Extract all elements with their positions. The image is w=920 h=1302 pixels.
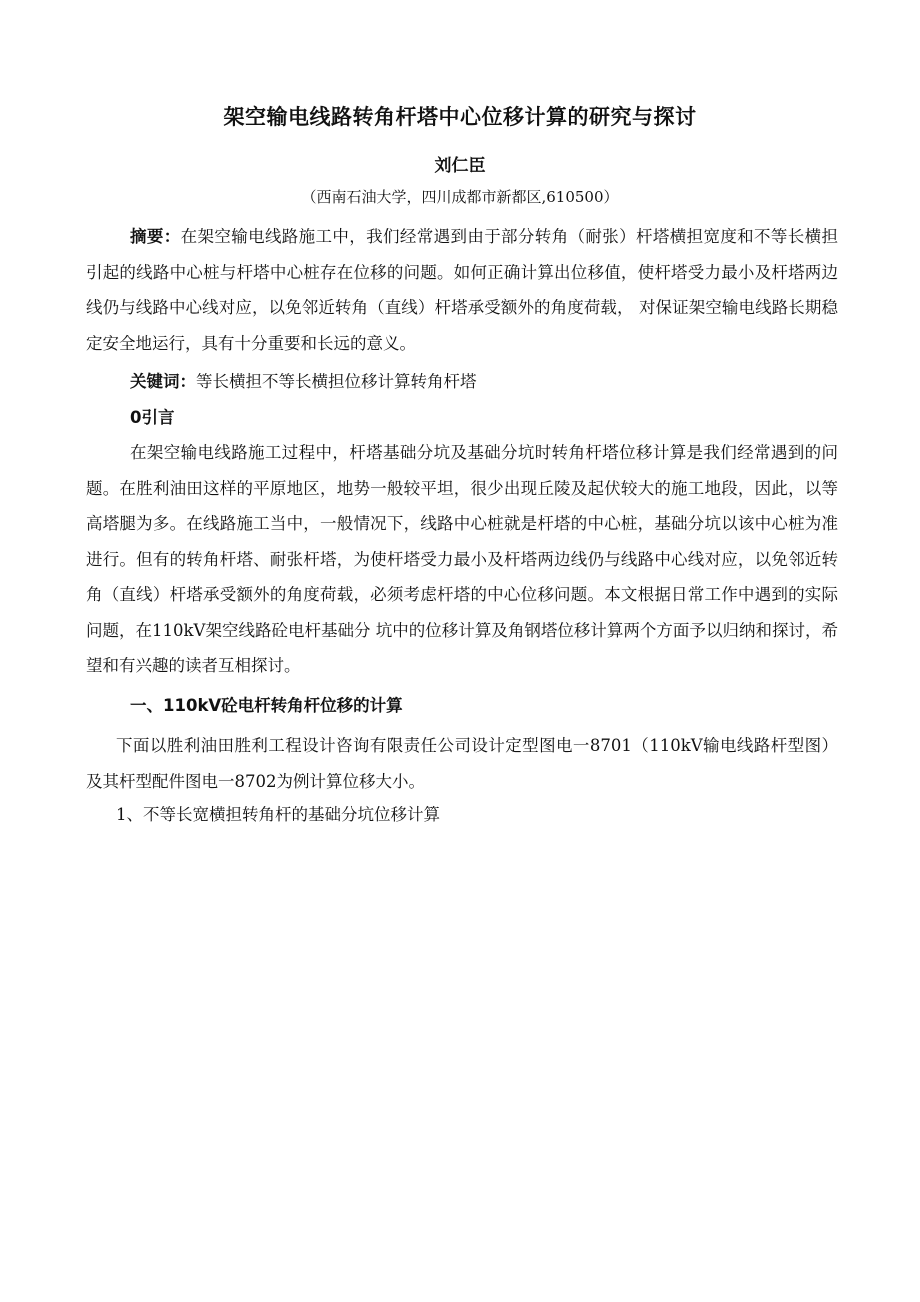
intro-heading: 0引言 bbox=[130, 408, 175, 427]
intro-paragraph: 在架空输电线路施工过程中，杆塔基础分坑及基础分坑时转角杆塔位移计算是我们经常遇到的问题。在胜利油田这样的平原地区，地势一般较平坦，很少出现丘陵及起伏较大的施工地段，因此，以等高塔腿为多。在线路施工当中，一般情况下，线路中心桩就是杆塔的中心桩，基础分坑以该中心桩为准进行。但有的转角杆塔、耐张杆塔，为使杆塔受力最小及杆塔两边线仍与线路中心线对应，以免邻近转角（直线）杆塔承受额外的角度荷载，必须考虑杆塔的中心位移问题。本文根据日常工作中遇到的实际问题，在110kV架空线路砼电杆基础分 坑中的位移计算及角钢塔位移计算两个方面予以归纳和探讨，希望和有兴趣的读者互相探讨。 bbox=[86, 443, 838, 675]
abstract-paragraph bbox=[86, 219, 838, 361]
abstract-text: 在架空输电线路施工中，我们经常遇到由于部分转角（耐张）杆塔横担宽度和不等长横担引起的线路中心桩与杆塔中心桩存在位移的问题。如何正确计算出位移值，使杆塔受力最小及杆塔两边线仍与线路中心线对应，以免邻近转角（直线）杆塔承受额外的角度荷载， 对保证架空输电线路长期稳定安全地运行，具有十分重要和长远的意义。 bbox=[86, 227, 839, 353]
section-1-paragraph: 下面以胜利油田胜利工程设计咨询有限责任公司设计定型图电一8701（110kV输电线路杆型图）及其杆型配件图电一8702为例计算位移大小。 bbox=[86, 736, 838, 791]
keywords-text: 等长横担不等长横担位移计算转角杆塔 bbox=[196, 372, 477, 391]
keywords-label: 关键词： bbox=[130, 372, 196, 391]
abstract-label: 摘要： bbox=[130, 227, 181, 246]
section-1-heading: 一、110kV砼电杆转角杆位移的计算 bbox=[130, 696, 403, 715]
subsection-1-heading: 1、不等长宽横担转角杆的基础分坑位移计算 bbox=[116, 805, 440, 824]
paper-title: 架空输电线路转角杆塔中心位移计算的研究与探讨 bbox=[223, 105, 697, 129]
keywords-paragraph bbox=[86, 364, 838, 400]
author-affiliation: （西南石油大学，四川成都市新都区,610500） bbox=[301, 188, 619, 206]
author-name: 刘仁臣 bbox=[434, 156, 486, 176]
